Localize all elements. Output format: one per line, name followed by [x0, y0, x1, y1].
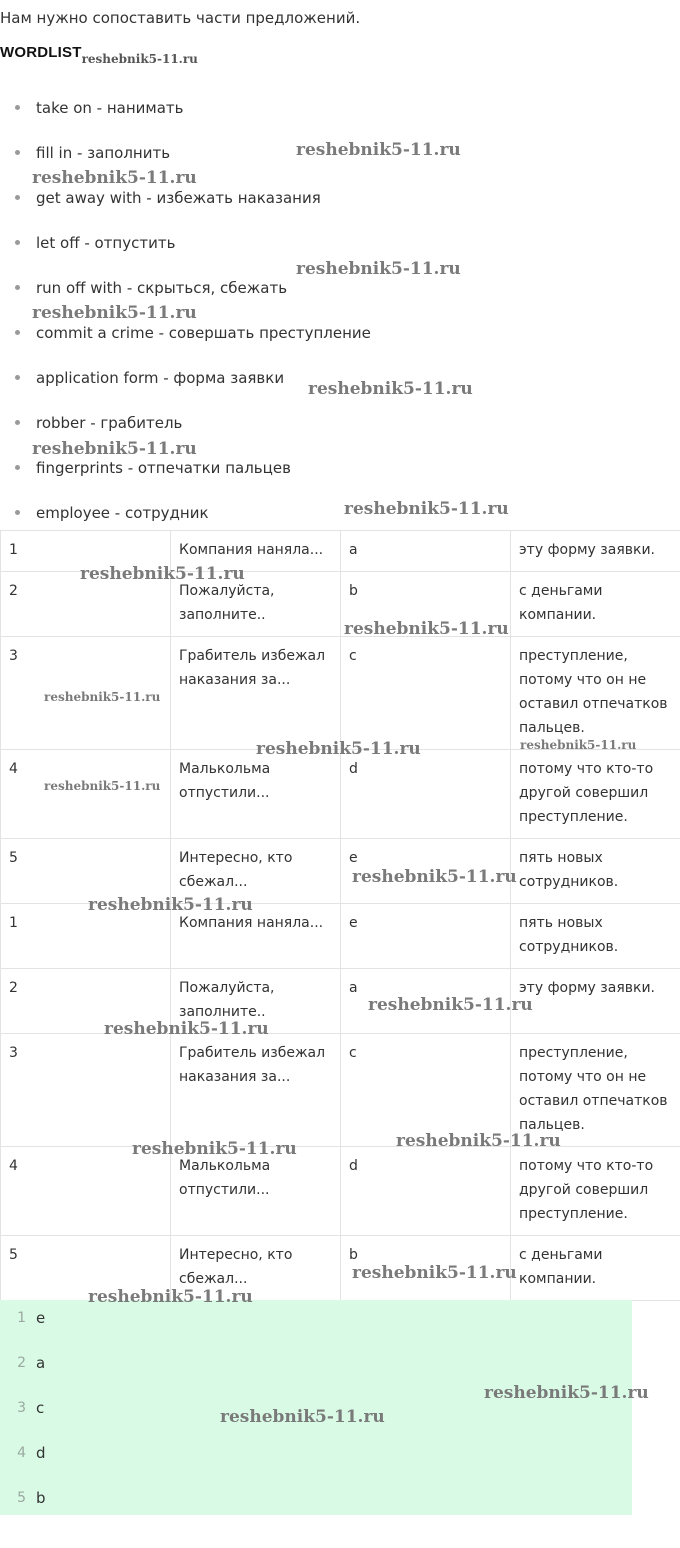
table-cell-start: Пожалуйста, заполните.. — [171, 969, 341, 1034]
watermark: reshebnik5-11.ru — [296, 259, 461, 279]
table-cell-number: 1 — [1, 904, 171, 969]
table-row — [1, 969, 680, 1034]
watermark: reshebnik5-11.ru — [308, 379, 473, 399]
table-row — [1, 531, 680, 572]
table-cell-number: 4 — [1, 1147, 171, 1236]
bullet-icon — [15, 330, 20, 335]
wordlist-item — [0, 405, 371, 450]
answer-value: c — [36, 1399, 45, 1417]
wordlist-item-text: employee - сотрудник — [36, 504, 209, 522]
bullet-icon — [15, 375, 20, 380]
table-cell-letter: e — [341, 904, 511, 969]
wordlist-item-text: robber - грабитель — [36, 414, 183, 432]
table-cell-start: Пожалуйста, заполните.. — [171, 572, 341, 637]
table-cell-start: Интересно, кто сбежал... — [171, 839, 341, 904]
watermark: reshebnik5-11.ru — [352, 867, 517, 887]
wordlist-item-text: fill in - заполнить — [36, 144, 171, 162]
watermark: reshebnik5-11.ru — [520, 738, 637, 752]
watermark: reshebnik5-11.ru — [44, 690, 161, 704]
answer-value: e — [36, 1309, 46, 1327]
table-cell-start: Малькольма отпустили... — [171, 1147, 341, 1236]
answer-number: 3 — [17, 1400, 26, 1416]
table-cell-letter: d — [341, 750, 511, 839]
watermark: reshebnik5-11.ru — [256, 739, 421, 759]
answer-number: 2 — [17, 1355, 26, 1371]
table-cell-letter: a — [341, 531, 511, 572]
watermark: reshebnik5-11.ru — [368, 995, 533, 1015]
table-cell-ending: с деньгами компании. — [511, 572, 680, 637]
answer-value: d — [36, 1444, 46, 1462]
wordlist-item — [0, 180, 371, 225]
watermark: reshebnik5-11.ru — [220, 1407, 385, 1427]
wordlist-item — [0, 90, 371, 135]
watermark: reshebnik5-11.ru — [81, 52, 198, 66]
watermark: reshebnik5-11.ru — [396, 1131, 561, 1151]
table-cell-number: 1 — [1, 531, 171, 572]
table-cell-letter: e — [341, 839, 511, 904]
table-cell-start: Малькольма отпустили... — [171, 750, 341, 839]
table-cell-ending: пять новых сотрудников. — [511, 839, 680, 904]
table-cell-letter: d — [341, 1147, 511, 1236]
table-row — [1, 839, 680, 904]
answer-number: 4 — [17, 1445, 26, 1461]
watermark: reshebnik5-11.ru — [88, 1287, 253, 1307]
table-cell-letter: c — [341, 637, 511, 750]
table-cell-ending: преступление, потому что он не оставил отпечатков пальцев. — [511, 1034, 680, 1147]
wordlist-item-text: application form - форма заявки — [36, 369, 285, 387]
table-cell-letter: b — [341, 1236, 511, 1301]
watermark: reshebnik5-11.ru — [88, 895, 253, 915]
table-cell-ending: потому что кто-то другой совершил преступление. — [511, 750, 680, 839]
table-row — [1, 750, 680, 839]
table-cell-start: Компания наняла... — [171, 904, 341, 969]
table-cell-ending: эту форму заявки. — [511, 531, 680, 572]
watermark: reshebnik5-11.ru — [296, 140, 461, 160]
bullet-icon — [15, 105, 20, 110]
wordlist-item-text: run off with - скрыться, сбежать — [36, 279, 288, 297]
watermark: reshebnik5-11.ru — [32, 303, 197, 323]
wordlist-item-text: fingerprints - отпечатки пальцев — [36, 459, 291, 477]
table-cell-number: 4 — [1, 750, 171, 839]
table-row — [1, 1147, 680, 1236]
wordlist-title-text: WORDLIST — [0, 44, 82, 61]
table-cell-letter: c — [341, 1034, 511, 1147]
answer-row — [0, 1345, 632, 1390]
bullet-icon — [15, 510, 20, 515]
wordlist-item-text: let off - отпустить — [36, 234, 176, 252]
table-cell-number: 5 — [1, 839, 171, 904]
bullet-icon — [15, 285, 20, 290]
table-cell-ending: пять новых сотрудников. — [511, 904, 680, 969]
answer-number: 5 — [17, 1490, 26, 1506]
table-cell-start: Грабитель избежал наказания за... — [171, 637, 341, 750]
answer-row — [0, 1300, 632, 1345]
wordlist-item-text: commit a crime - совершать преступление — [36, 324, 371, 342]
matching-table — [0, 530, 680, 1301]
watermark: reshebnik5-11.ru — [132, 1139, 297, 1159]
answer-value: a — [36, 1354, 46, 1372]
wordlist-title — [0, 44, 198, 66]
wordlist-item — [0, 315, 371, 360]
answer-block — [0, 1300, 632, 1515]
wordlist-item — [0, 360, 371, 405]
answer-value: b — [36, 1489, 46, 1507]
table-cell-number: 2 — [1, 969, 171, 1034]
intro-text: Нам нужно сопоставить части предложений. — [0, 9, 361, 27]
answer-row — [0, 1435, 632, 1480]
table-cell-start: Интересно, кто сбежал... — [171, 1236, 341, 1301]
table-cell-number: 3 — [1, 1034, 171, 1147]
bullet-icon — [15, 150, 20, 155]
watermark: reshebnik5-11.ru — [32, 168, 197, 188]
table-row — [1, 1236, 680, 1301]
bullet-icon — [15, 195, 20, 200]
answer-row — [0, 1480, 632, 1525]
wordlist-item-text: get away with - избежать наказания — [36, 189, 321, 207]
wordlist-item — [0, 135, 371, 180]
answer-row — [0, 1390, 632, 1435]
table-row — [1, 637, 680, 750]
answer-number: 1 — [17, 1310, 26, 1326]
table-cell-number: 3 — [1, 637, 171, 750]
table-cell-letter: b — [341, 572, 511, 637]
bullet-icon — [15, 465, 20, 470]
table-cell-ending: эту форму заявки. — [511, 969, 680, 1034]
wordlist — [0, 90, 371, 540]
table-row — [1, 572, 680, 637]
watermark: reshebnik5-11.ru — [104, 1019, 269, 1039]
wordlist-item — [0, 450, 371, 495]
watermark: reshebnik5-11.ru — [352, 1263, 517, 1283]
watermark: reshebnik5-11.ru — [344, 499, 509, 519]
wordlist-item — [0, 270, 371, 315]
watermark: reshebnik5-11.ru — [44, 779, 161, 793]
watermark: reshebnik5-11.ru — [80, 564, 245, 584]
table-cell-ending: потому что кто-то другой совершил преступление. — [511, 1147, 680, 1236]
bullet-icon — [15, 420, 20, 425]
table-cell-ending: преступление, потому что он не оставил отпечатков пальцев. — [511, 637, 680, 750]
bullet-icon — [15, 240, 20, 245]
table-cell-number: 5 — [1, 1236, 171, 1301]
wordlist-item-text: take on - нанимать — [36, 99, 184, 117]
watermark: reshebnik5-11.ru — [344, 619, 509, 639]
table-cell-letter: a — [341, 969, 511, 1034]
wordlist-item — [0, 225, 371, 270]
watermark: reshebnik5-11.ru — [484, 1383, 649, 1403]
table-cell-start: Компания наняла... — [171, 531, 341, 572]
watermark: reshebnik5-11.ru — [32, 439, 197, 459]
table-row — [1, 1034, 680, 1147]
table-cell-start: Грабитель избежал наказания за... — [171, 1034, 341, 1147]
table-cell-number: 2 — [1, 572, 171, 637]
table-cell-ending: с деньгами компании. — [511, 1236, 680, 1301]
table-row — [1, 904, 680, 969]
